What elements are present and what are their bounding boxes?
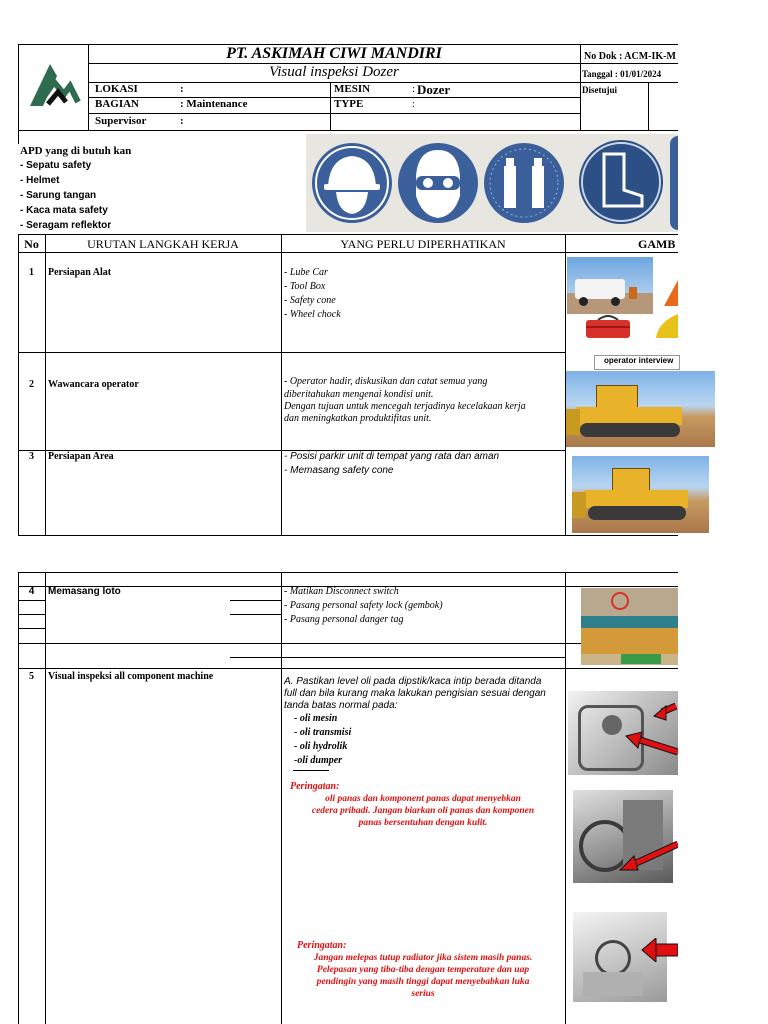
supervisor-value: :	[180, 115, 184, 127]
row-note: tanda batas normal pada:	[284, 700, 398, 711]
row-note: - Posisi parkir unit di tempat yang rata dan aman	[284, 451, 500, 462]
supervisor-label: Supervisor	[95, 115, 147, 127]
row-note: Dengan tujuan untuk mencegah terjadinya kecelakaan kerja	[284, 401, 526, 412]
photo-caption: operator interview	[604, 357, 674, 365]
dozer-photo	[572, 456, 709, 533]
row-number: 1	[29, 267, 34, 278]
warning-text: cedera pribadi. Jangan biarkan oli panas dan komponen	[311, 806, 535, 816]
row-number: 3	[29, 451, 34, 462]
header-steps: URUTAN LANGKAH KERJA	[87, 237, 239, 251]
ppe-title: APD yang di butuh kan	[20, 145, 132, 157]
header-picture: GAMB	[638, 237, 676, 251]
warning-title: Peringatan:	[297, 940, 347, 951]
row-note: - Memasang safety cone	[284, 465, 394, 476]
type-label: TYPE	[334, 98, 364, 110]
ppe-item: - Sarung tangan	[20, 190, 97, 201]
red-arrow-icon	[640, 938, 678, 962]
document-title: Visual inspeksi Dozer	[269, 64, 399, 80]
header-no: No	[24, 237, 39, 251]
bagian-label: BAGIAN	[95, 98, 140, 110]
doc-number: No Dok : ACM-IK-M	[584, 51, 676, 62]
row-note: - Tool Box	[284, 281, 326, 292]
warning-text: serius	[411, 989, 435, 999]
doc-date: Tanggal : 01/01/2024	[582, 69, 662, 79]
row-step: Persiapan Alat	[48, 267, 112, 278]
oil-item: -oli dumper	[294, 755, 343, 766]
ppe-item: - Sepatu safety	[20, 160, 92, 171]
row-note: - Pasang personal danger tag	[284, 614, 404, 625]
row-number: 5	[29, 671, 34, 682]
row-step: Wawancara operator	[48, 379, 139, 390]
bagian-value: : Maintenance	[180, 98, 248, 110]
warning-title: Peringatan:	[290, 781, 340, 792]
row-note: - Pasang personal safety lock (gembok)	[284, 600, 443, 611]
helmet-sign-icon	[310, 136, 394, 230]
row-number: 2	[29, 379, 34, 390]
row-note: - Operator hadir, diskusikan dan catat semua yang	[284, 376, 488, 387]
red-arrow-icon	[616, 840, 678, 874]
dozer-photo	[566, 371, 715, 447]
mesin-colon: :	[412, 83, 416, 95]
lokasi-value: :	[180, 83, 184, 95]
row-note: diberitahukan mengenai kondisi unit.	[284, 389, 434, 400]
company-name: PT. ASKIMAH CIWI MANDIRI	[226, 45, 442, 62]
row-note: - Wheel chock	[284, 309, 341, 320]
boots-sign-icon	[576, 134, 666, 230]
row-note: - Lube Car	[284, 267, 328, 278]
row-note: full dan bila kurang maka lakukan pengisian sesuai dengan	[284, 688, 546, 699]
row-note: dan meningkatkan produktifitas unit.	[284, 413, 432, 424]
row-step: Persiapan Area	[48, 451, 114, 462]
goggles-sign-icon	[396, 136, 480, 230]
lube-car-photo	[567, 257, 653, 314]
row-number: 4	[28, 586, 35, 597]
row-note: - Matikan Disconnect switch	[284, 586, 399, 597]
header-attention: YANG PERLU DIPERHATIKAN	[340, 237, 506, 251]
ppe-item: - Helmet	[20, 175, 60, 186]
ppe-item: - Kaca mata safety	[20, 205, 108, 216]
oil-item: - oli mesin	[294, 713, 338, 724]
lokasi-label: LOKASI	[95, 83, 138, 95]
type-value: :	[412, 99, 415, 110]
ppe-item: - Seragam reflektor	[20, 220, 112, 231]
row-note: - Safety cone	[284, 295, 336, 306]
loto-photo	[581, 588, 678, 665]
mesin-value: Dozer	[417, 82, 451, 97]
oil-item: - oli hydrolik	[294, 741, 348, 752]
oil-item: - oli transmisi	[294, 727, 352, 738]
mesin-label: MESIN	[334, 83, 371, 95]
toolbox-icon	[584, 312, 632, 342]
row-note: A. Pastikan level oli pada dipstik/kaca intip berada ditanda	[284, 676, 542, 687]
cone-icon	[664, 280, 678, 306]
gloves-sign-icon	[482, 136, 566, 230]
approved-label: Disetujui	[582, 85, 618, 95]
red-arrow-icon	[622, 696, 678, 758]
wheel-chock-icon	[656, 310, 678, 338]
row-step: Visual inspeksi all component machine	[48, 671, 214, 682]
warning-text: Jangan melepas tutup radiator jika sistem masih panas.	[313, 953, 533, 963]
warning-text: panas bersentuhan dengan kulit.	[358, 818, 488, 828]
company-logo	[26, 58, 82, 110]
warning-text: oli panas dan komponent panas dapat menyebkan	[325, 794, 521, 804]
warning-text: Pelepasan yang tiba-tiba dengan temperature dan uap	[316, 965, 530, 975]
warning-text: pendingin yang masih tinggi dapat menyebabkan luka	[316, 977, 530, 987]
row-step: Memasang loto	[48, 586, 121, 597]
